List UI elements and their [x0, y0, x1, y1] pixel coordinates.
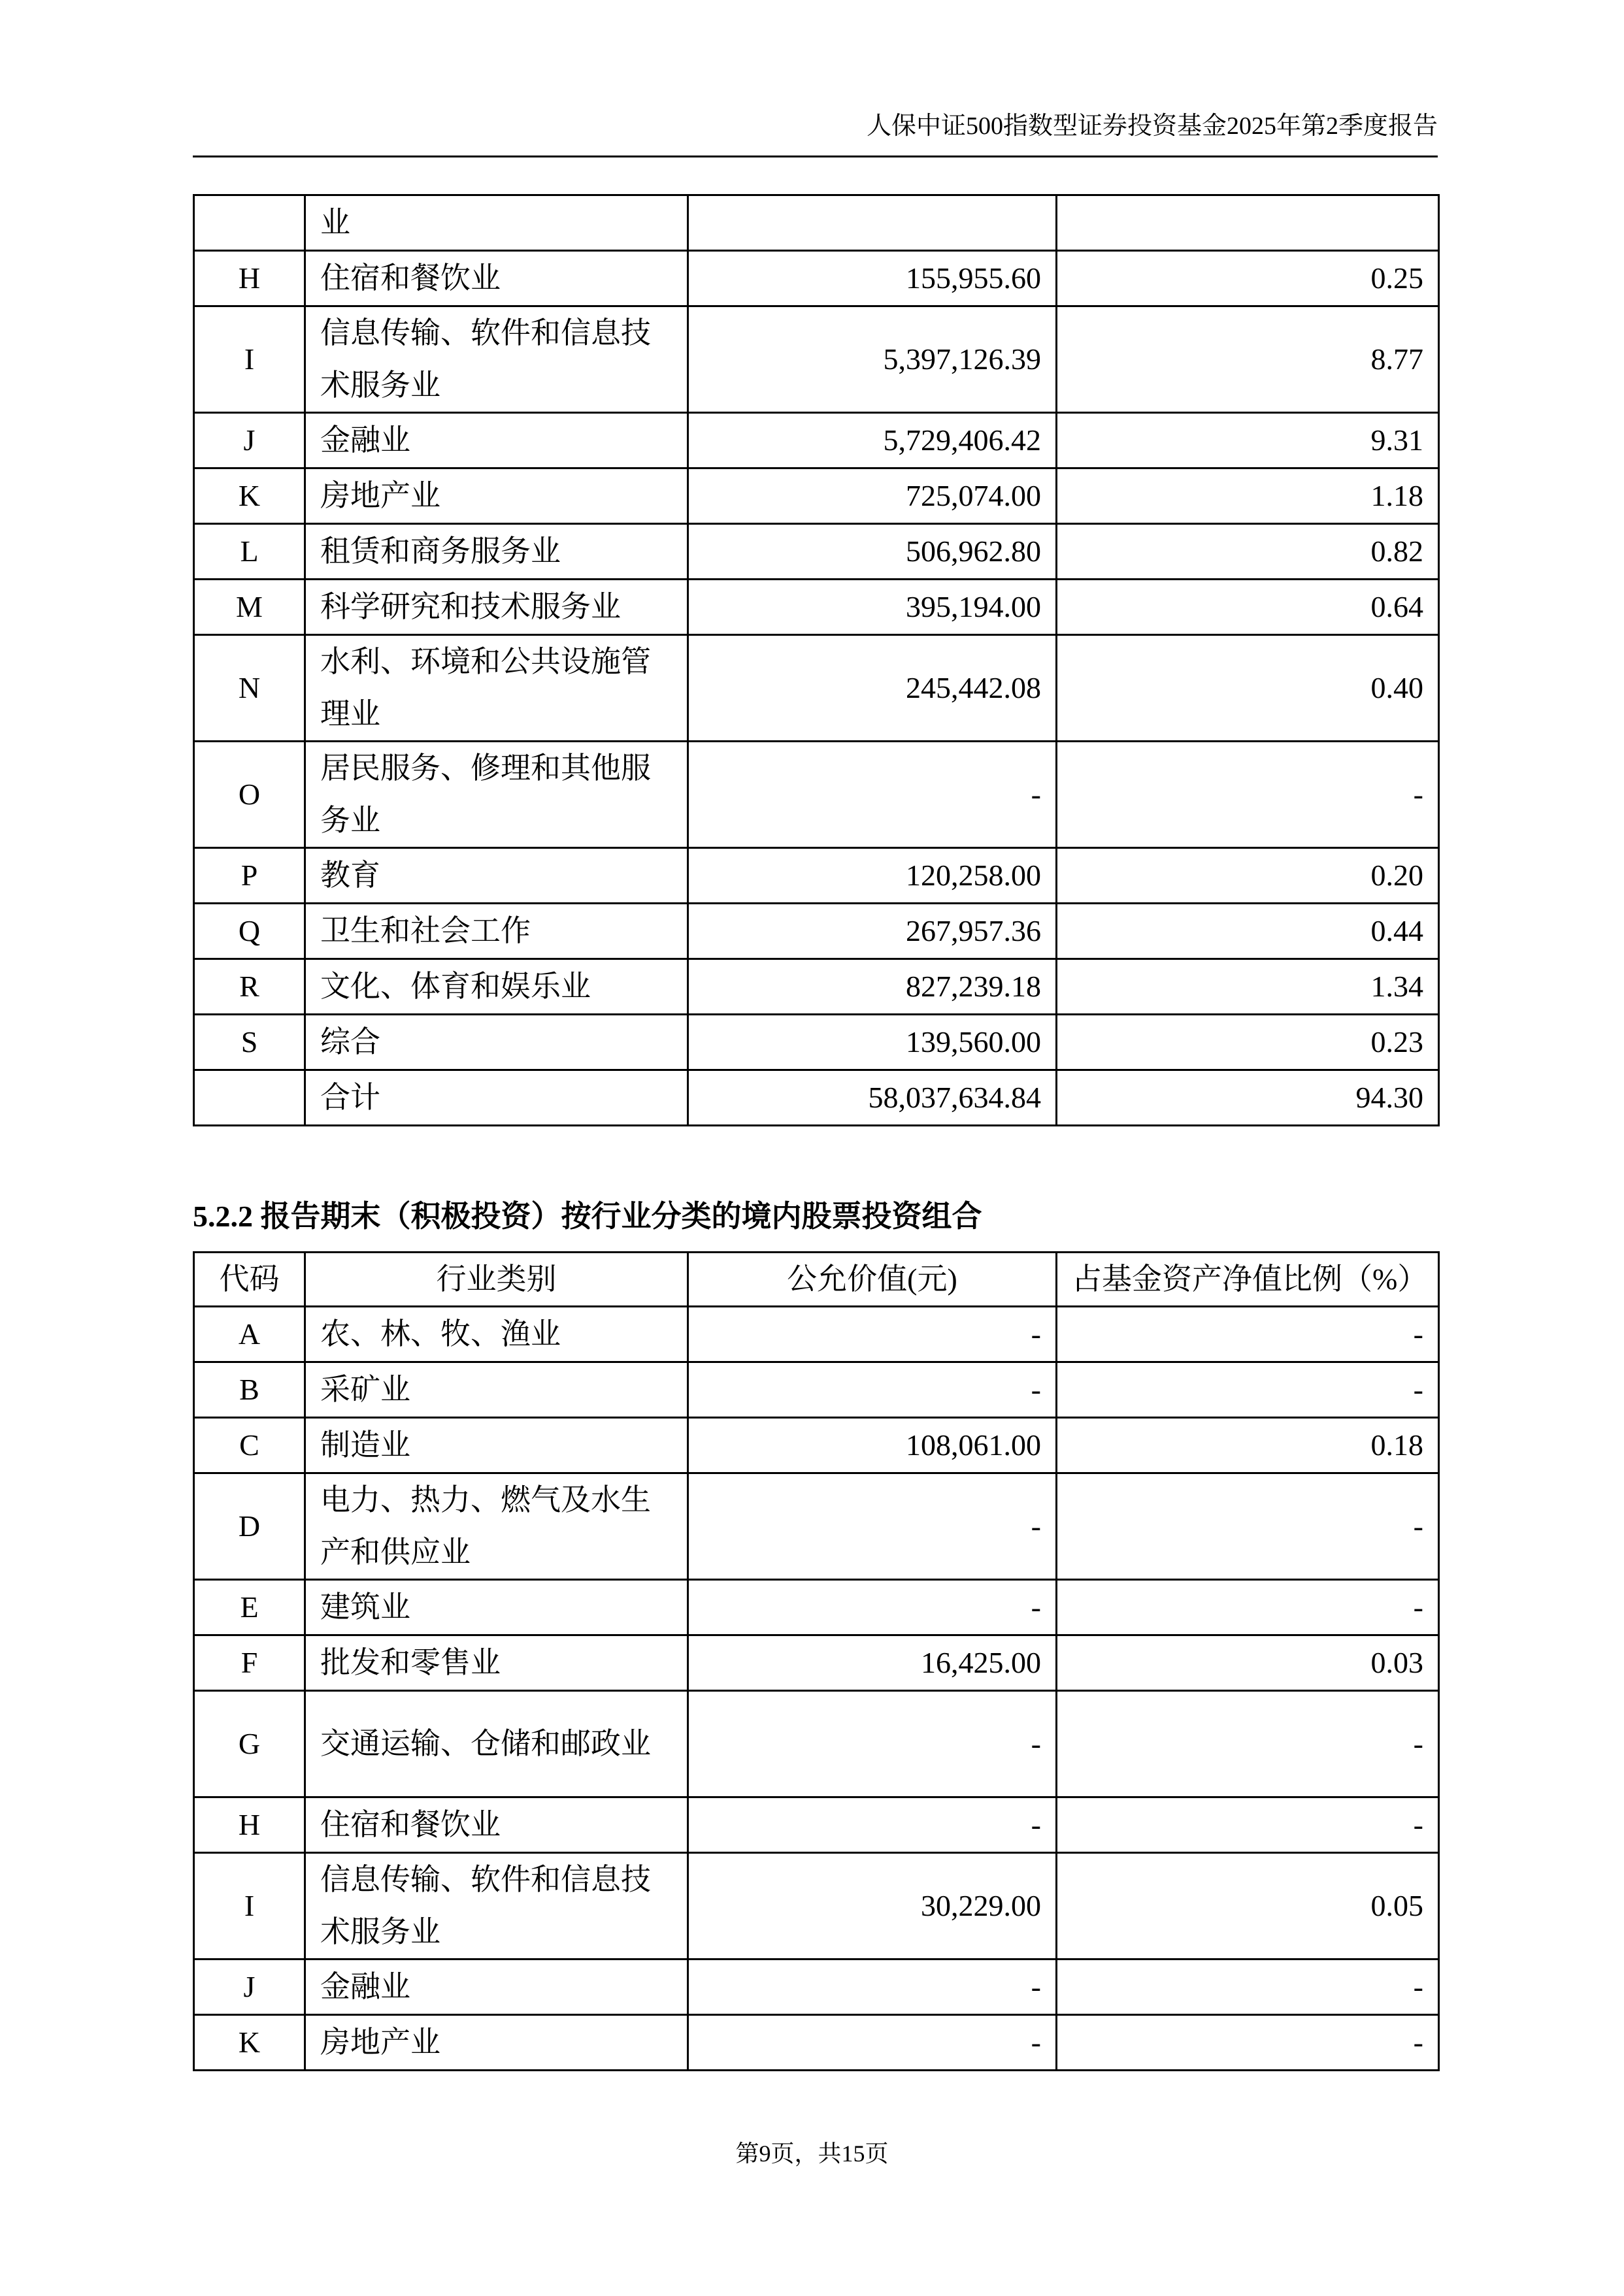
fair-value-cell: - — [688, 2015, 1057, 2071]
industry-name-cell: 交通运输、仓储和邮政业 — [305, 1691, 688, 1797]
industry-name-cell: 电力、热力、燃气及水生产和供应业 — [305, 1473, 688, 1580]
table-row — [194, 1853, 1439, 1960]
industry-name-cell: 卫生和社会工作 — [305, 904, 688, 959]
nav-ratio-cell: - — [1057, 1307, 1439, 1362]
industry-name-cell: 采矿业 — [305, 1362, 688, 1418]
table-row — [194, 580, 1439, 635]
industry-name-cell: 居民服务、修理和其他服务业 — [305, 742, 688, 848]
fair-value-cell: - — [688, 1362, 1057, 1418]
table-row — [194, 524, 1439, 580]
industry-name-cell: 租赁和商务服务业 — [305, 524, 688, 580]
fair-value-cell: 827,239.18 — [688, 959, 1057, 1015]
fair-value-cell: 725,074.00 — [688, 468, 1057, 524]
nav-ratio-cell: 9.31 — [1057, 413, 1439, 468]
industry-code-cell: J — [194, 413, 305, 468]
industry-name-cell: 业 — [305, 195, 688, 251]
nav-ratio-cell: - — [1057, 742, 1439, 848]
industry-name-cell: 制造业 — [305, 1418, 688, 1473]
nav-ratio-cell: 0.03 — [1057, 1635, 1439, 1691]
table-header-row — [194, 1253, 1439, 1307]
industry-name-cell: 住宿和餐饮业 — [305, 251, 688, 306]
industry-name-cell: 住宿和餐饮业 — [305, 1797, 688, 1853]
fair-value-cell: - — [688, 1473, 1057, 1580]
industry-name-cell: 批发和零售业 — [305, 1635, 688, 1691]
fair-value-cell: - — [688, 1797, 1057, 1853]
fair-value-cell: 155,955.60 — [688, 251, 1057, 306]
nav-ratio-cell: 8.77 — [1057, 306, 1439, 413]
table-row — [194, 195, 1439, 251]
table-row — [194, 635, 1439, 742]
column-header-code: 代码 — [194, 1253, 305, 1307]
industry-code-cell: D — [194, 1473, 305, 1580]
nav-ratio-cell: - — [1057, 2015, 1439, 2071]
table-row — [194, 1362, 1439, 1418]
fair-value-cell — [688, 195, 1057, 251]
industry-name-cell: 文化、体育和娱乐业 — [305, 959, 688, 1015]
table-row — [194, 1070, 1439, 1126]
industry-code-cell — [194, 195, 305, 251]
table-row — [194, 742, 1439, 848]
nav-ratio-cell: 0.82 — [1057, 524, 1439, 580]
nav-ratio-cell: 0.20 — [1057, 848, 1439, 904]
nav-ratio-cell: 0.40 — [1057, 635, 1439, 742]
industry-code-cell: H — [194, 1797, 305, 1853]
industry-name-cell: 金融业 — [305, 413, 688, 468]
nav-ratio-cell: 0.25 — [1057, 251, 1439, 306]
table-row — [194, 904, 1439, 959]
industry-code-cell: K — [194, 2015, 305, 2071]
nav-ratio-cell: 0.18 — [1057, 1418, 1439, 1473]
fair-value-cell: 58,037,634.84 — [688, 1070, 1057, 1126]
page-number: 第9页，共15页 — [735, 2140, 889, 2167]
table-row — [194, 1691, 1439, 1797]
nav-ratio-cell: - — [1057, 1362, 1439, 1418]
table-row — [194, 251, 1439, 306]
nav-ratio-cell: 0.05 — [1057, 1853, 1439, 1960]
fair-value-cell: - — [688, 742, 1057, 848]
table-row — [194, 1797, 1439, 1853]
table-row — [194, 468, 1439, 524]
fair-value-cell: 120,258.00 — [688, 848, 1057, 904]
industry-code-cell: L — [194, 524, 305, 580]
industry-code-cell: K — [194, 468, 305, 524]
fair-value-cell: 5,729,406.42 — [688, 413, 1057, 468]
industry-name-cell: 农、林、牧、渔业 — [305, 1307, 688, 1362]
nav-ratio-cell: 0.44 — [1057, 904, 1439, 959]
industry-code-cell — [194, 1070, 305, 1126]
fair-value-cell: 16,425.00 — [688, 1635, 1057, 1691]
industry-code-cell: I — [194, 1853, 305, 1960]
industry-name-cell: 科学研究和技术服务业 — [305, 580, 688, 635]
table-row — [194, 1418, 1439, 1473]
industry-table-continued — [193, 194, 1440, 1126]
nav-ratio-cell: 94.30 — [1057, 1070, 1439, 1126]
column-header-fair-value: 公允价值(元) — [688, 1253, 1057, 1307]
fair-value-cell: 395,194.00 — [688, 580, 1057, 635]
nav-ratio-cell: - — [1057, 1473, 1439, 1580]
industry-code-cell: F — [194, 1635, 305, 1691]
industry-name-cell: 建筑业 — [305, 1580, 688, 1635]
industry-code-cell: N — [194, 635, 305, 742]
fair-value-cell: 30,229.00 — [688, 1853, 1057, 1960]
industry-name-cell: 教育 — [305, 848, 688, 904]
table-row — [194, 413, 1439, 468]
fair-value-cell: 139,560.00 — [688, 1015, 1057, 1070]
nav-ratio-cell: 0.64 — [1057, 580, 1439, 635]
nav-ratio-cell — [1057, 195, 1439, 251]
table-row — [194, 848, 1439, 904]
nav-ratio-cell: - — [1057, 1797, 1439, 1853]
industry-code-cell: R — [194, 959, 305, 1015]
table-row — [194, 1015, 1439, 1070]
industry-code-cell: A — [194, 1307, 305, 1362]
industry-name-cell: 水利、环境和公共设施管理业 — [305, 635, 688, 742]
industry-code-cell: B — [194, 1362, 305, 1418]
industry-code-cell: E — [194, 1580, 305, 1635]
industry-code-cell: Q — [194, 904, 305, 959]
industry-code-cell: J — [194, 1960, 305, 2015]
industry-code-cell: M — [194, 580, 305, 635]
header-divider — [193, 156, 1438, 157]
table-row — [194, 1473, 1439, 1580]
nav-ratio-cell: - — [1057, 1580, 1439, 1635]
nav-ratio-cell: - — [1057, 1960, 1439, 2015]
industry-code-cell: I — [194, 306, 305, 413]
fair-value-cell: 5,397,126.39 — [688, 306, 1057, 413]
table-row — [194, 959, 1439, 1015]
industry-name-cell: 综合 — [305, 1015, 688, 1070]
industry-code-cell: P — [194, 848, 305, 904]
industry-name-cell: 金融业 — [305, 1960, 688, 2015]
industry-code-cell: H — [194, 251, 305, 306]
industry-code-cell: S — [194, 1015, 305, 1070]
section-title-5-2-2: 5.2.2 报告期末（积极投资）按行业分类的境内股票投资组合 — [193, 1200, 982, 1233]
fair-value-cell: - — [688, 1580, 1057, 1635]
table-row — [194, 306, 1439, 413]
fair-value-cell: - — [688, 1691, 1057, 1797]
nav-ratio-cell: - — [1057, 1691, 1439, 1797]
industry-name-cell: 信息传输、软件和信息技术服务业 — [305, 1853, 688, 1960]
table-row — [194, 2015, 1439, 2071]
nav-ratio-cell: 1.34 — [1057, 959, 1439, 1015]
industry-code-cell: G — [194, 1691, 305, 1797]
fair-value-cell: 108,061.00 — [688, 1418, 1057, 1473]
fair-value-cell: 506,962.80 — [688, 524, 1057, 580]
fair-value-cell: 245,442.08 — [688, 635, 1057, 742]
industry-name-cell: 信息传输、软件和信息技术服务业 — [305, 306, 688, 413]
fair-value-cell: 267,957.36 — [688, 904, 1057, 959]
nav-ratio-cell: 0.23 — [1057, 1015, 1439, 1070]
table-row — [194, 1580, 1439, 1635]
column-header-industry: 行业类别 — [305, 1253, 688, 1307]
column-header-nav-ratio: 占基金资产净值比例（%） — [1057, 1253, 1439, 1307]
industry-name-cell: 合计 — [305, 1070, 688, 1126]
nav-ratio-cell: 1.18 — [1057, 468, 1439, 524]
table-row — [194, 1635, 1439, 1691]
page-header-title: 人保中证500指数型证券投资基金2025年第2季度报告 — [866, 112, 1438, 140]
fair-value-cell: - — [688, 1960, 1057, 2015]
table-row — [194, 1307, 1439, 1362]
industry-name-cell: 房地产业 — [305, 468, 688, 524]
industry-code-cell: C — [194, 1418, 305, 1473]
fair-value-cell: - — [688, 1307, 1057, 1362]
table-row — [194, 1960, 1439, 2015]
active-investment-industry-table — [193, 1251, 1440, 2071]
industry-code-cell: O — [194, 742, 305, 848]
industry-name-cell: 房地产业 — [305, 2015, 688, 2071]
